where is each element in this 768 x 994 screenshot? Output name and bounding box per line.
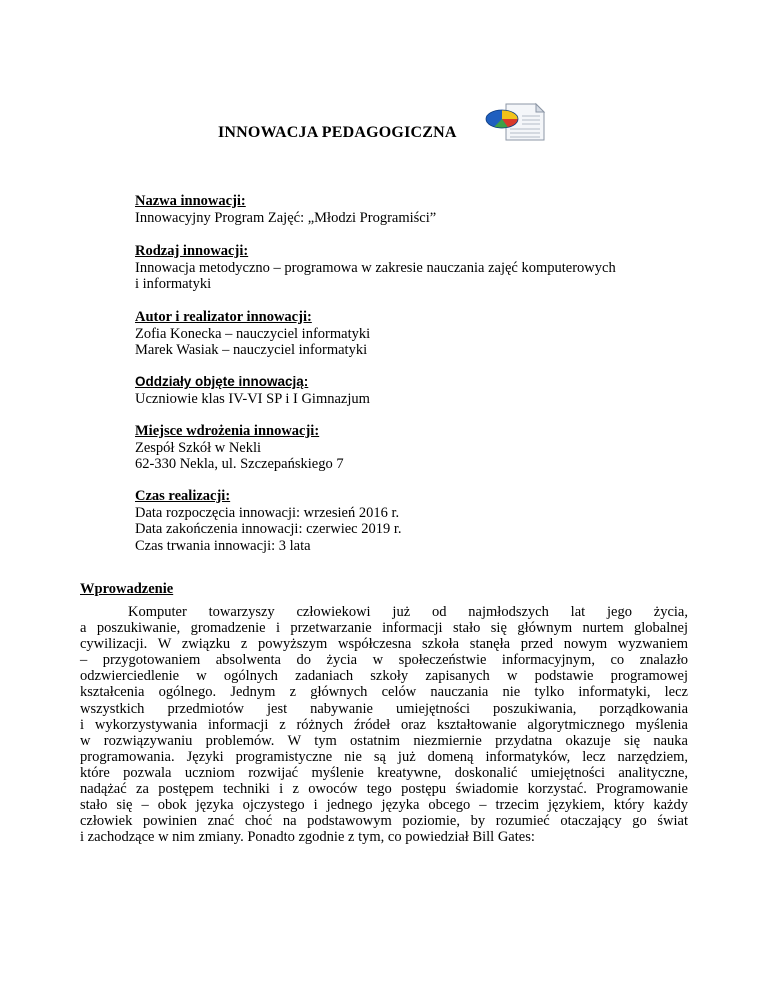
paragraph-line: w rozwiązywaniu problemów. W tym ostatnim niezmiernie przydatna okazuje się nauka bbox=[80, 732, 688, 749]
section-heading: Nazwa innowacji: bbox=[135, 193, 246, 209]
section-line: Innowacyjny Program Zajęć: „Młodzi Programiści” bbox=[135, 209, 437, 226]
paragraph-line: i wykorzystywania informacji z różnych źródeł oraz kształtowanie algorytmicznego myślenia bbox=[80, 716, 688, 733]
section-line: 62-330 Nekla, ul. Szczepańskiego 7 bbox=[135, 456, 344, 472]
section-line: Zespół Szkół w Nekli bbox=[135, 439, 262, 456]
section-line: Innowacja metodyczno – programowa w zakresie nauczania zajęć komputerowych bbox=[135, 259, 616, 276]
intro-paragraph bbox=[80, 604, 688, 845]
section-heading: Czas realizacji: bbox=[135, 488, 231, 504]
section-line: Uczniowie klas IV-VI SP i I Gimnazjum bbox=[135, 390, 370, 407]
paragraph-line: nadążać za postępem techniki i z owoców tego postępu świadomie korzystać. Programowanie bbox=[80, 781, 688, 798]
classes-block bbox=[135, 374, 370, 407]
location-block bbox=[135, 423, 344, 473]
paragraph-line: cywilizacji. W związku z powyższym współczesna szkoła stanęła przed nowym wyzwaniem bbox=[80, 636, 688, 653]
intro-heading: Wprowadzenie bbox=[80, 581, 174, 597]
document-title: INNOWACJA PEDAGOGICZNA bbox=[218, 124, 457, 141]
paragraph-line: które pozwala uczniom rozwijać myślenie kreatywne, doskonalić umiejętności analityczne, bbox=[80, 764, 688, 781]
paragraph-line: – przygotowaniem absolwenta do życia w społeczeństwie informacyjnym, co znalazło bbox=[80, 652, 688, 669]
paragraph-line: odzwierciedlenie w ogólnych zadaniach szkoły zapisanych w podstawie programowej bbox=[80, 668, 688, 685]
section-line: i informatyki bbox=[135, 276, 212, 292]
section-line: Data zakończenia innowacji: czerwiec 2019 r. bbox=[135, 521, 402, 537]
paragraph-line: i zachodzące w nim zmiany. Ponadto zgodnie z tym, co powiedział Bill Gates: bbox=[80, 829, 535, 846]
paragraph-line: a poszukiwanie, gromadzenie i przetwarzanie informacji stało się głównym nurtem globalnej bbox=[80, 620, 688, 637]
authors-block bbox=[135, 309, 370, 359]
timeline-block bbox=[135, 488, 402, 554]
innovation-type-block bbox=[135, 243, 616, 293]
section-heading: Miejsce wdrożenia innowacji: bbox=[135, 423, 320, 439]
section-heading: Autor i realizator innowacji: bbox=[135, 309, 312, 325]
paragraph-line: wszystkich przedmiotów jest nabywanie umiejętności poszukiwania, porządkowania bbox=[80, 700, 688, 717]
section-line: Zofia Konecka – nauczyciel informatyki bbox=[135, 325, 371, 342]
section-line: Data rozpoczęcia innowacji: wrzesień 2016 r. bbox=[135, 504, 400, 521]
section-line: Czas trwania innowacji: 3 lata bbox=[135, 537, 311, 554]
section-heading: Rodzaj innowacji: bbox=[135, 243, 249, 259]
innovation-name-block bbox=[135, 193, 436, 226]
section-line: Marek Wasiak – nauczyciel informatyki bbox=[135, 342, 368, 358]
paragraph-line: człowiek powinien znać choć na podstawowym poziomie, by rozumieć otaczający go świat bbox=[80, 813, 688, 830]
chart-document-icon bbox=[478, 102, 548, 142]
paragraph-line: kształcenia ogólnego. Jednym z głównych celów nauczania nie tylko informatyki, lecz bbox=[80, 684, 688, 701]
paragraph-line: Komputer towarzyszy człowiekowi już od najmłodszych lat jego życia, bbox=[128, 604, 688, 620]
paragraph-line: stało się – obok języka ojczystego i jednego języka obcego – trzecim językiem, który każdy bbox=[80, 797, 688, 814]
section-heading: Oddziały objęte innowacją: bbox=[135, 374, 309, 389]
paragraph-line: programowania. Języki programistyczne nie są już domeną informatyków, lecz narzędziem, bbox=[80, 748, 688, 765]
